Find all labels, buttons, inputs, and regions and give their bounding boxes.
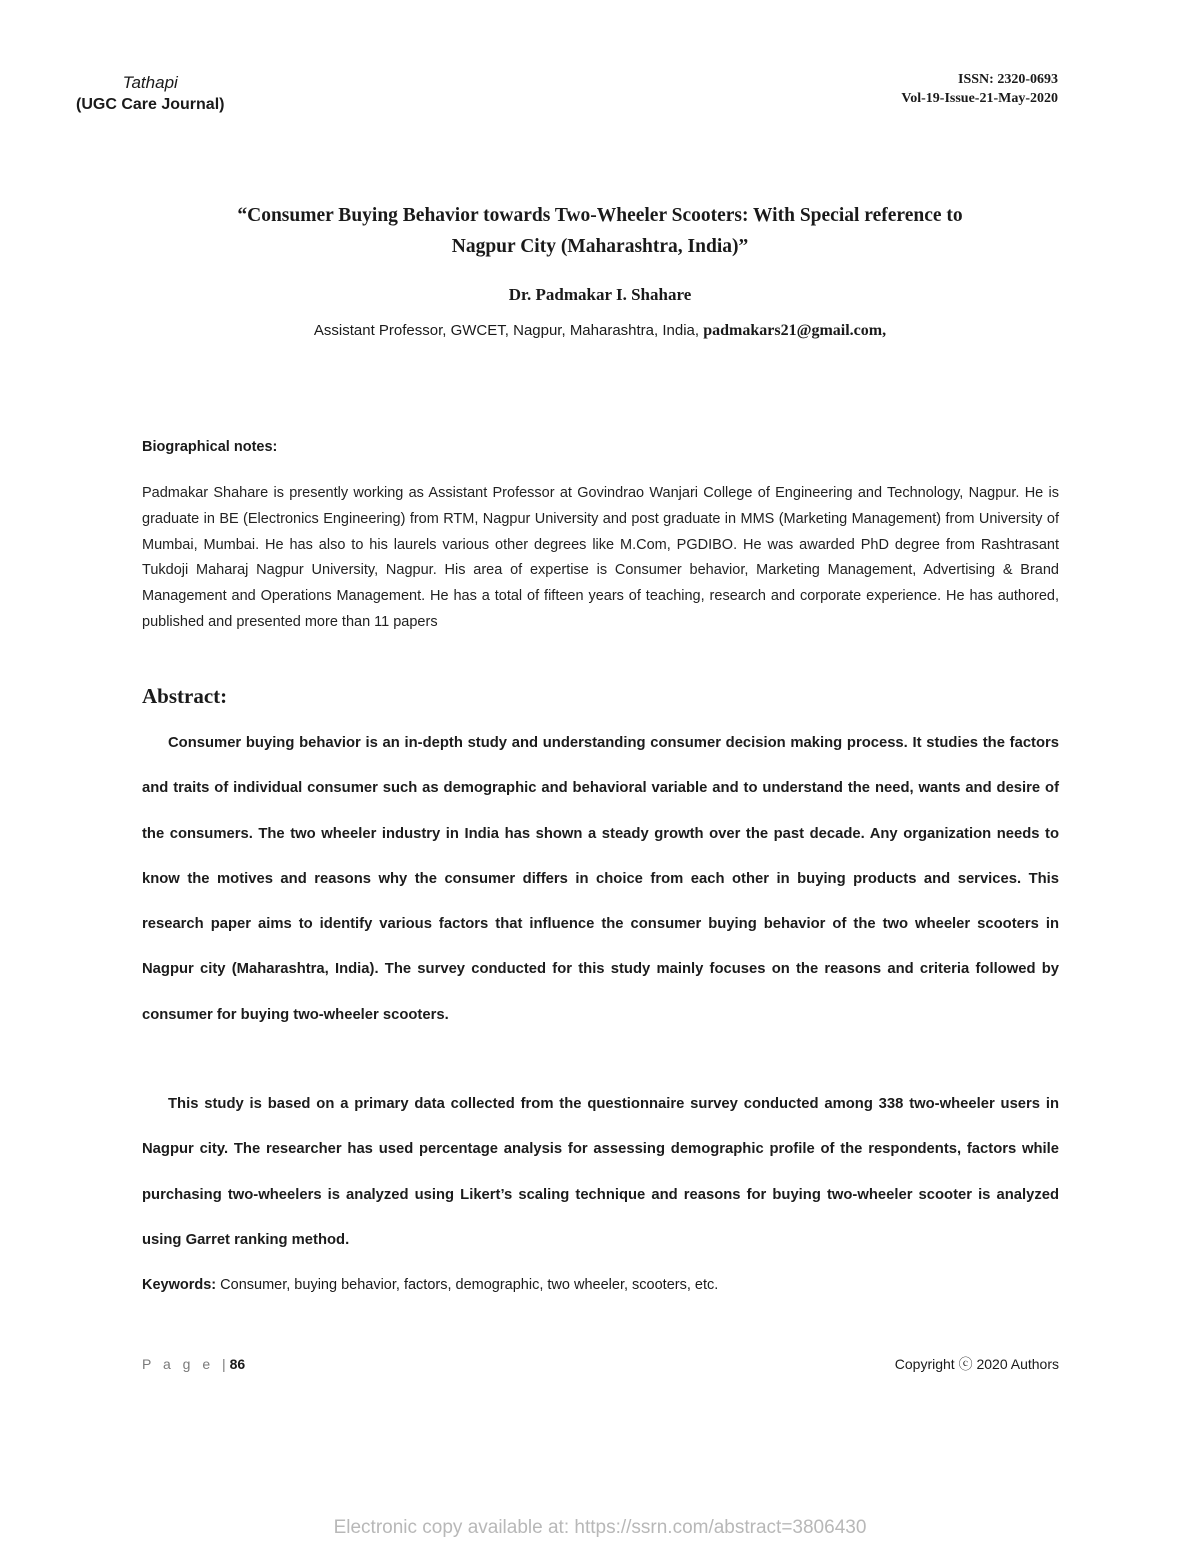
author-email: padmakars21@gmail.com, bbox=[703, 322, 887, 339]
author-affiliation bbox=[140, 320, 1060, 342]
journal-type: (UGC Care Journal) bbox=[76, 96, 225, 113]
ssrn-watermark: Electronic copy available at: https://ssrn.com/abstract=3806430 bbox=[333, 1517, 867, 1538]
keywords bbox=[142, 1274, 1059, 1296]
page-number: 86 bbox=[229, 1356, 246, 1372]
issn: ISSN: 2320-0693 bbox=[958, 72, 1058, 87]
bio-heading: Biographical notes: bbox=[142, 439, 278, 455]
paper-title-line-1: “Consumer Buying Behavior towards Two-Wheeler Scooters: With Special reference to bbox=[237, 205, 963, 226]
page-label: P a g e | bbox=[142, 1356, 230, 1372]
paper-title-line-2: Nagpur City (Maharashtra, India)” bbox=[451, 236, 749, 257]
keywords-text: Consumer, buying behavior, factors, demographic, two wheeler, scooters, etc. bbox=[216, 1277, 719, 1293]
keywords-label: Keywords: bbox=[142, 1277, 217, 1293]
paper-title bbox=[140, 200, 1060, 262]
copyright-notice: Copyright ⓒ 2020 Authors bbox=[894, 1356, 1059, 1372]
issue-header bbox=[901, 70, 1058, 108]
abstract-paragraph-1: Consumer buying behavior is an in-depth study and understanding consumer decision making process. It studies the factors and traits of individual consumer such as demographic and behavioral variable and to understand the need, wants and desire of the consumers. The two wheeler industry in India has shown a steady growth over the past decade. Any organization needs to know the motives and reasons why the consumer differs in choice from each other in buying products and services. This research paper aims to identify various factors that influence the consumer buying behavior of the two wheeler scooters in Nagpur city (Maharashtra, India). The survey conducted for this study mainly focuses on the reasons and criteria followed by consumer for buying two-wheeler scooters. bbox=[142, 735, 1059, 1023]
volume-issue: Vol-19-Issue-21-May-2020 bbox=[901, 91, 1058, 106]
author-name: Dr. Padmakar I. Shahare bbox=[508, 285, 692, 304]
page-footer-number bbox=[142, 1354, 245, 1374]
abstract-paragraph-2: This study is based on a primary data collected from the questionnaire survey conducted among 338 two-wheeler users in Nagpur city. The researcher has used percentage analysis for assessing demographic profile of the respondents, factors while purchasing two-wheelers is analyzed using Likert’s scaling technique and reasons for buying two-wheeler scooter is analyzed using Garret ranking method. bbox=[142, 1096, 1059, 1248]
journal-name: Tathapi bbox=[122, 73, 178, 92]
journal-header bbox=[76, 72, 224, 116]
bio-text: Padmakar Shahare is presently working as Assistant Professor at Govindrao Wanjari College of Engineering and Technology, Nagpur. He is graduate in BE (Electronics Engineering) from RTM, Nagpur University and post graduate in MMS (Marketing Management) from University of Mumbai, Mumbai. He has also to his laurels various other degrees like M.Com, PGDIBO. He was awarded PhD degree from Rashtrasant Tukdoji Maharaj Nagpur University, Nagpur. His area of expertise is Consumer behavior, Marketing Management, Advertising & Brand Management and Operations Management. He has a total of fifteen years of teaching, research and corporate experience. He has authored, published and presented more than 11 papers bbox=[142, 485, 1059, 630]
affiliation-text: Assistant Professor, GWCET, Nagpur, Maharashtra, India, bbox=[313, 322, 704, 339]
abstract-heading: Abstract: bbox=[142, 684, 228, 708]
